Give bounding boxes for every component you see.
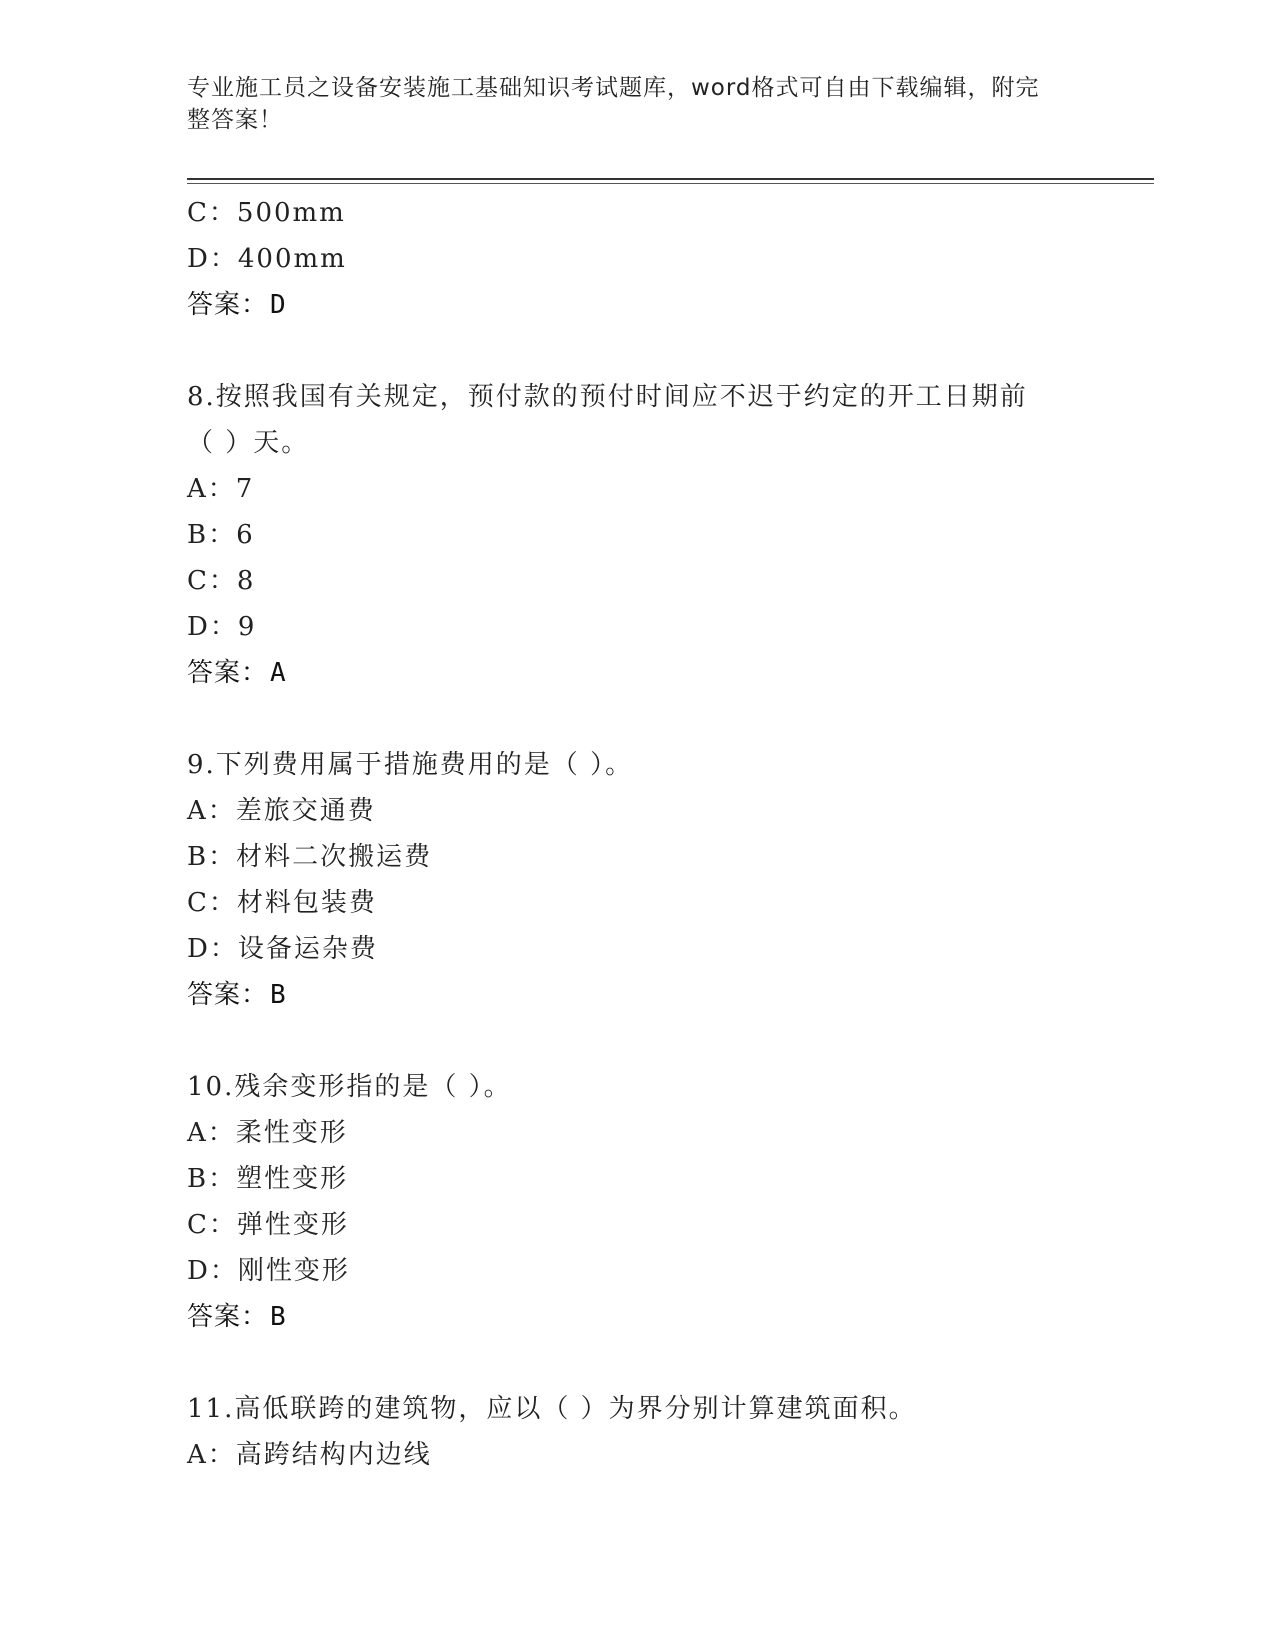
- option-text: 材料二次搬运费: [236, 842, 433, 872]
- spacer: [187, 1018, 1087, 1064]
- option-d: [187, 604, 1087, 650]
- option-b: [187, 834, 1087, 880]
- option-a: [187, 466, 1087, 512]
- spacer: [187, 1340, 1087, 1386]
- answer-line: [187, 650, 1087, 696]
- option-label: D：: [187, 612, 238, 642]
- option-text: 刚性变形: [237, 1256, 350, 1286]
- answer-label: 答案：: [187, 1302, 269, 1332]
- option-text: 塑性变形: [236, 1164, 349, 1194]
- option-text: 弹性变形: [236, 1210, 349, 1240]
- option-c: [187, 1202, 1087, 1248]
- option-label: C：: [187, 198, 237, 228]
- option-b: [187, 512, 1087, 558]
- answer-value: B: [270, 980, 287, 1010]
- option-d: [187, 236, 1087, 282]
- option-a: [187, 1432, 1087, 1478]
- option-text: 差旅交通费: [235, 796, 376, 826]
- option-c: [187, 190, 1087, 236]
- option-label: C：: [187, 1210, 237, 1240]
- header-title-line-1: 专业施工员之设备安装施工基础知识考试题库，word格式可自由下载编辑，附完: [187, 75, 1040, 101]
- option-text: 6: [236, 520, 255, 550]
- header-divider-thick: [187, 178, 1154, 180]
- option-label: C：: [187, 566, 237, 596]
- question-stem: 11.高低联跨的建筑物，应以（ ）为界分别计算建筑面积。: [187, 1394, 917, 1424]
- answer-label: 答案：: [187, 980, 269, 1010]
- question-9: [187, 742, 1087, 1018]
- option-text: 设备运杂费: [237, 934, 378, 964]
- question-stem: 10.残余变形指的是（ ）。: [187, 1072, 512, 1102]
- option-label: D：: [187, 1256, 238, 1286]
- option-label: B：: [187, 520, 237, 550]
- answer-line: [187, 972, 1087, 1018]
- question-list: [187, 190, 1087, 1478]
- option-text: 500mm: [236, 198, 346, 228]
- option-text: 高跨结构内边线: [235, 1440, 432, 1470]
- answer-value: B: [270, 1302, 287, 1332]
- option-d: [187, 1248, 1087, 1294]
- header-divider-thin: [187, 183, 1154, 184]
- answer-line: [187, 1294, 1087, 1340]
- header-title-line-2: 整答案！: [187, 107, 283, 133]
- option-text: 400mm: [237, 244, 347, 274]
- option-text: 9: [237, 612, 257, 642]
- option-b: [187, 1156, 1087, 1202]
- question-stem: 9.下列费用属于措施费用的是（ ）。: [187, 750, 634, 780]
- option-text: 材料包装费: [236, 888, 377, 918]
- answer-value: D: [270, 290, 287, 320]
- answer-value: A: [270, 658, 287, 688]
- question-stem-continued: （ ）天。: [187, 428, 310, 458]
- answer-line: [187, 282, 1087, 328]
- spacer: [187, 328, 1087, 374]
- option-label: B：: [187, 1164, 237, 1194]
- option-label: D：: [187, 244, 238, 274]
- option-c: [187, 558, 1087, 604]
- page-header: [187, 72, 1077, 136]
- partial-question: [187, 190, 1087, 328]
- spacer: [187, 696, 1087, 742]
- answer-label: 答案：: [187, 658, 269, 688]
- option-text: 8: [236, 566, 256, 596]
- question-11: [187, 1386, 1087, 1478]
- answer-label: 答案：: [187, 290, 269, 320]
- option-label: C：: [187, 888, 237, 918]
- option-text: 7: [235, 474, 255, 504]
- option-label: A：: [187, 796, 236, 826]
- option-label: A：: [187, 1118, 236, 1148]
- option-label: A：: [187, 474, 236, 504]
- option-a: [187, 788, 1087, 834]
- option-d: [187, 926, 1087, 972]
- option-text: 柔性变形: [235, 1118, 348, 1148]
- option-label: D：: [187, 934, 238, 964]
- option-c: [187, 880, 1087, 926]
- option-label: A：: [187, 1440, 236, 1470]
- option-a: [187, 1110, 1087, 1156]
- question-10: [187, 1064, 1087, 1340]
- question-8: [187, 374, 1087, 696]
- question-stem: 8.按照我国有关规定，预付款的预付时间应不迟于约定的开工日期前: [187, 382, 1028, 412]
- option-label: B：: [187, 842, 237, 872]
